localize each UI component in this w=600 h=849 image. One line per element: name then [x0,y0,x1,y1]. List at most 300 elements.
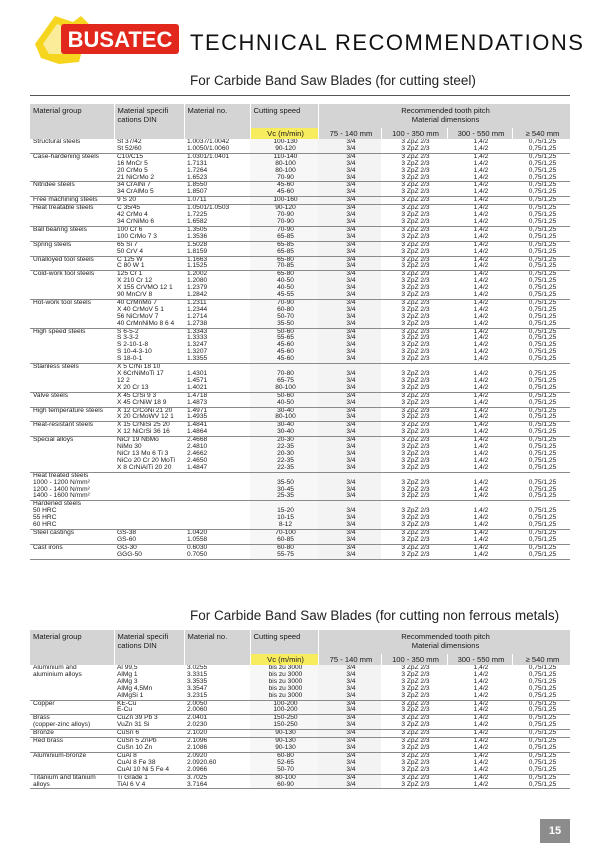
cell-line: 3/4 [346,188,356,196]
cell-line: 22-35 [277,456,294,464]
cell-line: 3/4 [346,700,356,707]
cell-line: Cast irons [33,544,63,551]
table-row [30,529,570,544]
cell-line: 80-100 [275,159,296,167]
cell-line: 0,75/1,25 [528,159,557,167]
cell-line: 1.4864 [187,428,208,436]
cutting-speed-cell [250,422,318,437]
cell-line: 1,4/2 [473,700,489,707]
cell-line: 12 2 [117,376,130,384]
pitch-75-140-cell [318,422,381,437]
cell-line: 70-90 [277,299,294,306]
cell-line: 34 CrAlMo 5 [117,188,154,196]
cell-line: 3 ZpZ 2/3 [401,700,430,707]
material-no-cell [184,407,250,422]
cell-line: 0,75/1,25 [528,217,557,225]
cell-line: 1,4/2 [473,383,489,391]
pitch-75-140-cell [318,437,381,473]
cutting-speed-cell [250,271,318,300]
cell-line: 0,75/1,25 [528,241,557,248]
pitch-100-350-cell [381,752,447,774]
header-tooth-pitch [318,104,570,128]
material-no-cell [184,422,250,437]
cell-line: 3 ZpZ 2/3 [401,463,430,471]
pitch-75-140-cell [318,139,381,153]
pitch-75-140-cell [318,501,381,530]
cell-line: 20-30 [277,449,294,457]
cell-line: 3 ZpZ 2/3 [401,277,430,285]
cell-line [117,480,184,487]
cell-line: 1400 - 1600 N/mm² [33,492,90,500]
pitch-100-350-cell [381,738,447,753]
cell-line: 3 ZpZ 2/3 [401,413,430,421]
cell-line: 1.8550 [187,181,208,189]
cell-line: 0,75/1,25 [528,341,557,349]
pitch-540-cell [512,700,570,715]
cell-line: 3/4 [346,319,356,327]
cell-line: 100-130 [273,139,298,145]
cell-line: 1,4/2 [473,743,489,751]
cell-line: 0,75/1,25 [528,684,557,692]
material-group-cell [30,392,114,407]
pitch-300-550-cell [447,730,512,738]
material-spec-cell [114,501,184,530]
material-group-cell [30,529,114,544]
cell-line: Special alloys [33,436,74,444]
cell-line: 3 ZpZ 2/3 [401,737,430,745]
cell-line: Copper [33,700,55,707]
cell-line: 3 ZpZ 2/3 [401,188,430,196]
pitch-75-140-cell [318,407,381,422]
table-row [30,299,570,328]
material-group-cell [30,271,114,300]
cell-line: CuSn 10 Zn [117,743,153,751]
cell-line: 3/4 [346,514,356,522]
cell-line: 1,4/2 [473,328,489,335]
cell-line: 3/4 [346,262,356,270]
material-no-cell [184,328,250,364]
pitch-540-cell [512,226,570,241]
cell-line: 3/4 [346,478,356,486]
material-group-cell [30,205,114,227]
cell-line: 1.4841 [187,421,208,429]
cell-line: 0,75/1,25 [528,392,557,399]
cell-line: 3/4 [346,507,356,515]
material-spec-cell [114,472,184,501]
cell-line: 80-100 [275,774,296,781]
cell-line: 3/4 [346,521,356,529]
material-group-cell [30,752,114,774]
pitch-75-140-cell [318,715,381,730]
material-group-cell [30,730,114,738]
cell-line: 3.3315 [187,670,208,678]
cell-line: 3/4 [346,328,356,335]
pitch-100-350-cell [381,256,447,271]
cell-line: 1,4/2 [473,370,489,377]
header-dimensions: Material dimensions [411,115,480,124]
cell-line: 70-90 [277,173,294,181]
cell-line: 0,75/1,25 [528,305,557,313]
cell-line: 3 ZpZ 2/3 [401,436,430,444]
cell-line: 1,4/2 [473,312,489,320]
cell-line: 50 HRC [33,507,57,515]
cutting-speed-cell [250,752,318,774]
material-group-cell [30,738,114,753]
cell-line: 3/4 [346,196,356,204]
cell-line: 2.0920.60 [187,758,217,766]
table-row [30,182,570,197]
pitch-300-550-cell [447,299,512,328]
cell-line: 2.4662 [187,449,208,457]
cell-line: X 6CrNiMoTi 17 [117,370,164,377]
cell-line: 1,4/2 [473,521,489,529]
cell-line: 1.4873 [187,398,208,406]
cell-line: 1,4/2 [473,181,489,189]
cell-line: 0,75/1,25 [528,407,557,414]
header-vc: Vc (m/min) [250,128,318,139]
material-no-cell [184,241,250,256]
pitch-540-cell [512,738,570,753]
header-dim-540: ≥ 540 mm [512,128,570,139]
cell-line: 1,4/2 [473,159,489,167]
table-row [30,197,570,205]
pitch-100-350-cell [381,422,447,437]
cell-line: 0,75/1,25 [528,319,557,327]
cell-line: 3/4 [346,312,356,320]
section-divider [30,95,570,96]
cell-line: X 20 CrMoWV 12 1 [117,413,174,421]
cell-line: 1.0301/1.0401 [187,153,230,160]
cell-line: 50 CrV 4 [117,247,144,255]
cutting-speed-cell [250,700,318,715]
cell-line: X 8 CrNiAlTi 20 20 [117,463,172,471]
pitch-100-350-cell [381,544,447,559]
cutting-speed-cell [250,715,318,730]
cell-line: 1.7225 [187,211,208,219]
pitch-300-550-cell [447,226,512,241]
table-row [30,364,570,393]
cell-line: 1.6523 [187,173,208,181]
table-row [30,256,570,271]
cell-line: 0,75/1,25 [528,291,557,299]
cell-line: 42 CrMo 4 [117,211,148,219]
cell-line: AlMg 3 [117,677,138,685]
cell-line: 2.0401 [187,714,208,722]
material-no-cell [184,364,250,393]
pitch-540-cell [512,328,570,364]
cell-line: 3 ZpZ 2/3 [401,514,430,522]
cell-line: 3/4 [346,173,356,181]
cell-line: 1,4/2 [473,758,489,766]
cell-line: 1.0501/1.0503 [187,204,230,212]
cell-line: 3 ZpZ 2/3 [401,449,430,457]
pitch-75-140-cell [318,665,381,700]
cell-line: 3/4 [346,456,356,464]
cell-line: 1,4/2 [473,765,489,773]
cell-line: 0,75/1,25 [528,355,557,363]
cell-line: 1.0711 [187,196,207,204]
header-dim-100-350: 100 - 350 mm [381,128,447,139]
pitch-540-cell [512,437,570,473]
material-spec-cell [114,665,184,700]
cell-line: 1,4/2 [473,507,489,515]
cell-line: 3/4 [346,348,356,356]
cell-line: S 10-4-3-10 [117,348,152,356]
cell-line: 100-160 [273,196,298,204]
page-title: TECHNICAL RECOMMENDATIONS [190,30,585,55]
cell-line: 21 NiCrMo 2 [117,173,155,181]
cell-line: 1.0050/1.0060 [187,144,230,152]
cell-line: 3/4 [346,691,356,699]
cell-line: 1.1525 [187,262,208,270]
cell-line: 90-130 [275,729,296,737]
cell-line: Nitridee steels [33,181,75,189]
pitch-100-350-cell [381,153,447,182]
header-dim-300-550: 300 - 550 mm [447,128,512,139]
material-spec-cell [114,241,184,256]
cell-line: 3/4 [346,436,356,444]
cell-line: 45-60 [277,181,294,189]
cell-line: 3/4 [346,247,356,255]
pitch-540-cell [512,182,570,197]
table-row [30,774,570,789]
material-no-cell [184,197,250,205]
pitch-75-140-cell [318,271,381,300]
cell-line [187,501,250,508]
cell-line: E-Cu [117,706,133,714]
material-no-cell [184,544,250,559]
cell-line: S 3-3-2 [117,334,139,342]
cell-line: 100-200 [273,706,298,714]
cell-line: 3 ZpZ 2/3 [401,407,430,414]
cell-line: 50-60 [277,392,294,399]
cell-line: 1,4/2 [473,721,489,729]
pitch-75-140-cell [318,299,381,328]
cell-line: 1.8159 [187,247,208,255]
material-group-cell [30,665,114,700]
cell-line [187,473,250,480]
cell-line: St 37/42 [117,139,142,145]
cell-line: 90 MnCrV 8 [117,291,153,299]
cell-line: 0,75/1,25 [528,153,557,160]
cell-line: 3 ZpZ 2/3 [401,535,430,543]
material-spec-cell [114,738,184,753]
cell-line: X 12 CrCoNi 21 20 [117,407,173,414]
cell-line: 3/4 [346,334,356,342]
cell-line: 0,75/1,25 [528,550,557,558]
material-group-cell [30,153,114,182]
cell-line: C 125 W [117,256,143,263]
material-spec-cell [114,364,184,393]
cell-line: 22-35 [277,443,294,451]
cell-line: 0,75/1,25 [528,700,557,707]
cell-line: 3 ZpZ 2/3 [401,758,430,766]
cell-line [117,515,184,522]
cell-line: 3/4 [346,256,356,263]
material-spec-cell [114,437,184,473]
cell-line: 3 ZpZ 2/3 [401,774,430,781]
cell-line: 3 ZpZ 2/3 [401,247,430,255]
cell-line: 1.3536 [187,232,208,240]
pitch-300-550-cell [447,256,512,271]
cell-line: 3/4 [346,232,356,240]
cell-line: 1.1663 [187,256,208,263]
cell-line: 3/4 [346,159,356,167]
cell-line: 65-85 [277,241,294,248]
cell-line: 3 ZpZ 2/3 [401,507,430,515]
pitch-540-cell [512,529,570,544]
cell-line: 0,75/1,25 [528,428,557,436]
table-row [30,730,570,738]
header-material-spec: Material specifi cations DIN [114,630,184,665]
pitch-540-cell [512,730,570,738]
cell-line: 1,4/2 [473,217,489,225]
cell-line: 80-100 [275,383,296,391]
header-dim-75-140: 75 - 140 mm [318,128,381,139]
cell-line: 0,75/1,25 [528,247,557,255]
cell-line: 1.4935 [187,413,208,421]
cell-line: 1,4/2 [473,665,489,671]
material-spec-cell [114,226,184,241]
pitch-540-cell [512,153,570,182]
cell-line: 1,4/2 [473,299,489,306]
cell-line: CuSn 5 ZnPb [117,737,157,745]
cell-line: Brass [33,714,50,722]
cell-line: CuAl 10 Ni 5 Fe 4 [117,765,170,773]
table-row [30,715,570,730]
pitch-100-350-cell [381,182,447,197]
cell-line: 3/4 [346,535,356,543]
cell-line: 3 ZpZ 2/3 [401,348,430,356]
cell-line: 3/4 [346,413,356,421]
cell-line: 3/4 [346,684,356,692]
cell-line: 1,4/2 [473,392,489,399]
cell-line: 3 ZpZ 2/3 [401,478,430,486]
cell-line: 30-40 [277,407,294,414]
pitch-75-140-cell [318,472,381,501]
cell-line: 65 Si 7 [117,241,138,248]
cell-line: 3/4 [346,428,356,436]
cell-line: 3/4 [346,166,356,174]
cell-line: GGG-50 [117,550,142,558]
cutting-speed-cell [250,665,318,700]
pitch-300-550-cell [447,752,512,774]
cell-line: NiCo 20 Cr 20 MoTi [117,456,176,464]
cell-line: 40-50 [277,398,294,406]
cell-line: 150-250 [273,721,298,729]
cell-line: 45-60 [277,188,294,196]
cell-line: 0,75/1,25 [528,262,557,270]
cell-line: 55-75 [277,550,294,558]
table-row [30,437,570,473]
cell-line: 3/4 [346,226,356,233]
cell-line: 1.3333 [187,334,208,342]
pitch-75-140-cell [318,364,381,393]
cutting-speed-cell [250,197,318,205]
cell-line: 1,4/2 [473,188,489,196]
cutting-speed-cell [250,139,318,153]
cell-line: 1,4/2 [473,241,489,248]
cell-line: 1,4/2 [473,492,489,500]
cell-line: Heat-resistant steels [33,421,94,429]
cell-line: 1,4/2 [473,355,489,363]
cell-line: 0,75/1,25 [528,270,557,278]
cell-line: 0,75/1,25 [528,544,557,551]
table-row [30,139,570,153]
cell-line: 1.3355 [187,355,208,363]
cell-line: 3 ZpZ 2/3 [401,684,430,692]
cell-line: 1,4/2 [473,341,489,349]
cell-line: 2.1086 [187,743,208,751]
cell-line: 3.7164 [187,780,208,788]
cell-line: 1,4/2 [473,428,489,436]
cell-line: 3 ZpZ 2/3 [401,398,430,406]
cutting-speed-cell [250,205,318,227]
cell-line: 55 HRC [33,514,57,522]
pitch-300-550-cell [447,529,512,544]
cell-line: 1,4/2 [473,485,489,493]
cell-line: S 2-10-1-8 [117,341,149,349]
cell-line: 50-70 [277,765,294,773]
cell-line: 0,75/1,25 [528,334,557,342]
table-row [30,738,570,753]
cell-line: 1,4/2 [473,729,489,737]
cell-line: 0,75/1,25 [528,226,557,233]
cell-line: 15-20 [277,507,294,515]
cell-line: 1,4/2 [473,262,489,270]
steel-recommendations-table [30,104,571,560]
cell-line: 0,75/1,25 [528,204,557,212]
cell-line: 0,75/1,25 [528,780,557,788]
cell-line: 3 ZpZ 2/3 [401,341,430,349]
pitch-300-550-cell [447,407,512,422]
cell-line: 0,75/1,25 [528,670,557,678]
cell-line: 45-60 [277,341,294,349]
cell-line: 1.6582 [187,217,208,225]
cell-line: 0,75/1,25 [528,752,557,759]
cell-line: 1.3207 [187,348,208,356]
pitch-540-cell [512,544,570,559]
cell-line: 1,4/2 [473,449,489,457]
cell-line: 10-15 [277,514,294,522]
cell-line: 1,4/2 [473,247,489,255]
cell-line: 3/4 [346,211,356,219]
pitch-100-350-cell [381,271,447,300]
cell-line: 3 ZpZ 2/3 [401,211,430,219]
cell-line: 0,75/1,25 [528,665,557,671]
pitch-540-cell [512,422,570,437]
material-group-cell [30,472,114,501]
cell-line: 1,4/2 [473,478,489,486]
header-pitch-title: Recommended tooth pitch [401,106,490,115]
cell-line: Ball bearing steels [33,226,87,233]
cell-line: 70-85 [277,262,294,270]
cell-line: NiCr 19 NbMo [117,436,159,444]
cell-line: 1,4/2 [473,291,489,299]
header-vc: Vc (m/min) [250,654,318,665]
pitch-300-550-cell [447,437,512,473]
pitch-540-cell [512,364,570,393]
pitch-75-140-cell [318,241,381,256]
cell-line: X 45 CrNiW 18 9 [117,398,167,406]
header-material-group: Material group [30,104,114,139]
cell-line: 1.0558 [187,535,208,543]
cell-line: 90-130 [275,743,296,751]
cell-line: 3 ZpZ 2/3 [401,765,430,773]
cell-line [117,508,184,515]
table-row [30,752,570,774]
cell-line: 1,4/2 [473,139,489,145]
